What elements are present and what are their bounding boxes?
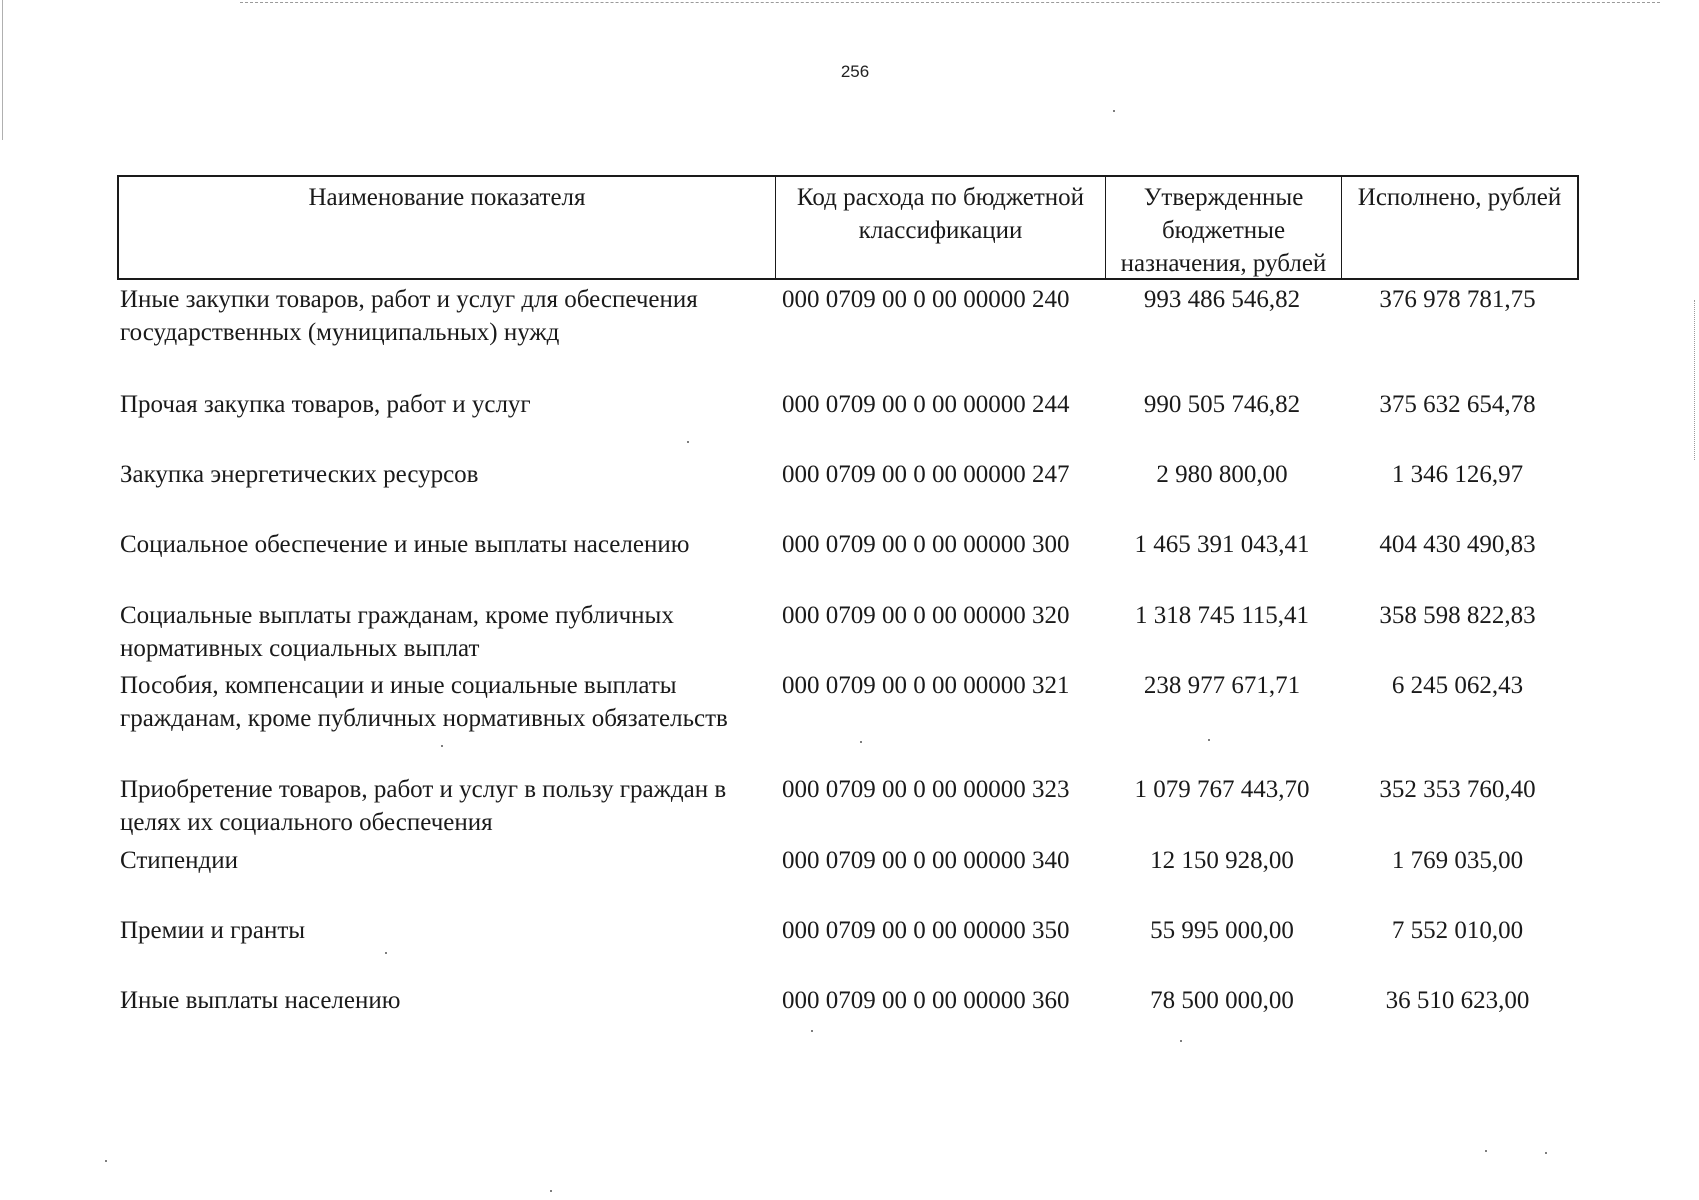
row-approved: 990 505 746,82	[1143, 391, 1301, 418]
scan-speck	[811, 1030, 813, 1032]
row-name: Приобретение товаров, работ и услуг в пользу граждан в целях их социального обеспечения	[120, 776, 727, 836]
row-executed: 358 598 822,83	[1379, 602, 1536, 629]
row-approved: 2 980 800,00	[1156, 461, 1288, 488]
row-code: 000 0709 00 0 00 00000 340	[782, 847, 1070, 874]
row-code: 000 0709 00 0 00 00000 350	[782, 917, 1070, 944]
row-executed: 404 430 490,83	[1379, 531, 1536, 558]
scan-speck	[1545, 1152, 1547, 1154]
row-name: Премии и гранты	[120, 917, 306, 944]
scan-speck	[1180, 1040, 1182, 1042]
row-name: Стипендии	[120, 847, 238, 874]
row-name: Социальные выплаты гражданам, кроме публичных нормативных социальных выплат	[120, 602, 674, 662]
scan-edge-right	[1694, 300, 1695, 460]
row-executed: 1 769 035,00	[1391, 847, 1524, 874]
header-approved: Утвержденные бюджетные назначения, рублей	[1106, 177, 1342, 278]
row-code: 000 0709 00 0 00 00000 300	[782, 531, 1070, 558]
row-code: 000 0709 00 0 00 00000 240	[782, 286, 1070, 313]
scan-edge-top	[240, 2, 1660, 3]
page-number: 256	[840, 62, 870, 81]
row-name: Закупка энергетических ресурсов	[120, 461, 479, 488]
row-code: 000 0709 00 0 00 00000 320	[782, 602, 1070, 629]
scan-speck	[1485, 1150, 1487, 1152]
scan-speck	[687, 441, 689, 443]
scan-speck	[860, 741, 862, 743]
header-expense-code: Код расхода по бюджетной классификации	[776, 177, 1106, 278]
row-name: Прочая закупка товаров, работ и услуг	[120, 391, 531, 418]
row-approved: 78 500 000,00	[1150, 987, 1294, 1014]
table-header	[117, 175, 1579, 280]
budget-table	[117, 175, 1579, 1014]
row-code: 000 0709 00 0 00 00000 321	[782, 672, 1070, 699]
row-approved: 55 995 000,00	[1150, 917, 1294, 944]
scan-speck	[105, 1160, 107, 1162]
scan-speck	[1113, 110, 1115, 112]
row-executed: 7 552 010,00	[1391, 917, 1524, 944]
row-name: Социальное обеспечение и иные выплаты населению	[120, 531, 690, 558]
row-code: 000 0709 00 0 00 00000 323	[782, 776, 1070, 803]
row-name: Иные закупки товаров, работ и услуг для обеспечения государственных (муниципальных) нужд	[120, 286, 698, 346]
scan-speck	[1208, 739, 1210, 741]
header-indicator-name: Наименование показателя	[119, 177, 776, 278]
row-executed: 352 353 760,40	[1379, 776, 1536, 803]
row-code: 000 0709 00 0 00 00000 247	[782, 461, 1070, 488]
header-executed: Исполнено, рублей	[1357, 184, 1562, 211]
row-approved: 1 318 745 115,41	[1134, 602, 1310, 629]
scan-speck	[385, 952, 387, 954]
row-executed: 36 510 623,00	[1385, 987, 1530, 1014]
row-approved: 238 977 671,71	[1143, 672, 1301, 699]
row-name: Пособия, компенсации и иные социальные выплаты гражданам, кроме публичных нормативных обязательств	[120, 672, 728, 732]
row-code: 000 0709 00 0 00 00000 360	[782, 987, 1070, 1014]
scan-speck	[550, 1190, 552, 1192]
row-executed: 1 346 126,97	[1391, 461, 1524, 488]
row-approved: 993 486 546,82	[1143, 286, 1301, 313]
row-code: 000 0709 00 0 00 00000 244	[782, 391, 1070, 418]
scan-speck	[441, 745, 443, 747]
row-approved: 1 465 391 043,41	[1134, 531, 1310, 558]
row-executed: 376 978 781,75	[1379, 286, 1536, 313]
row-name: Иные выплаты населению	[120, 987, 401, 1014]
row-approved: 1 079 767 443,70	[1134, 776, 1310, 803]
row-executed: 6 245 062,43	[1391, 672, 1524, 699]
row-executed: 375 632 654,78	[1379, 391, 1536, 418]
row-approved: 12 150 928,00	[1150, 847, 1294, 874]
